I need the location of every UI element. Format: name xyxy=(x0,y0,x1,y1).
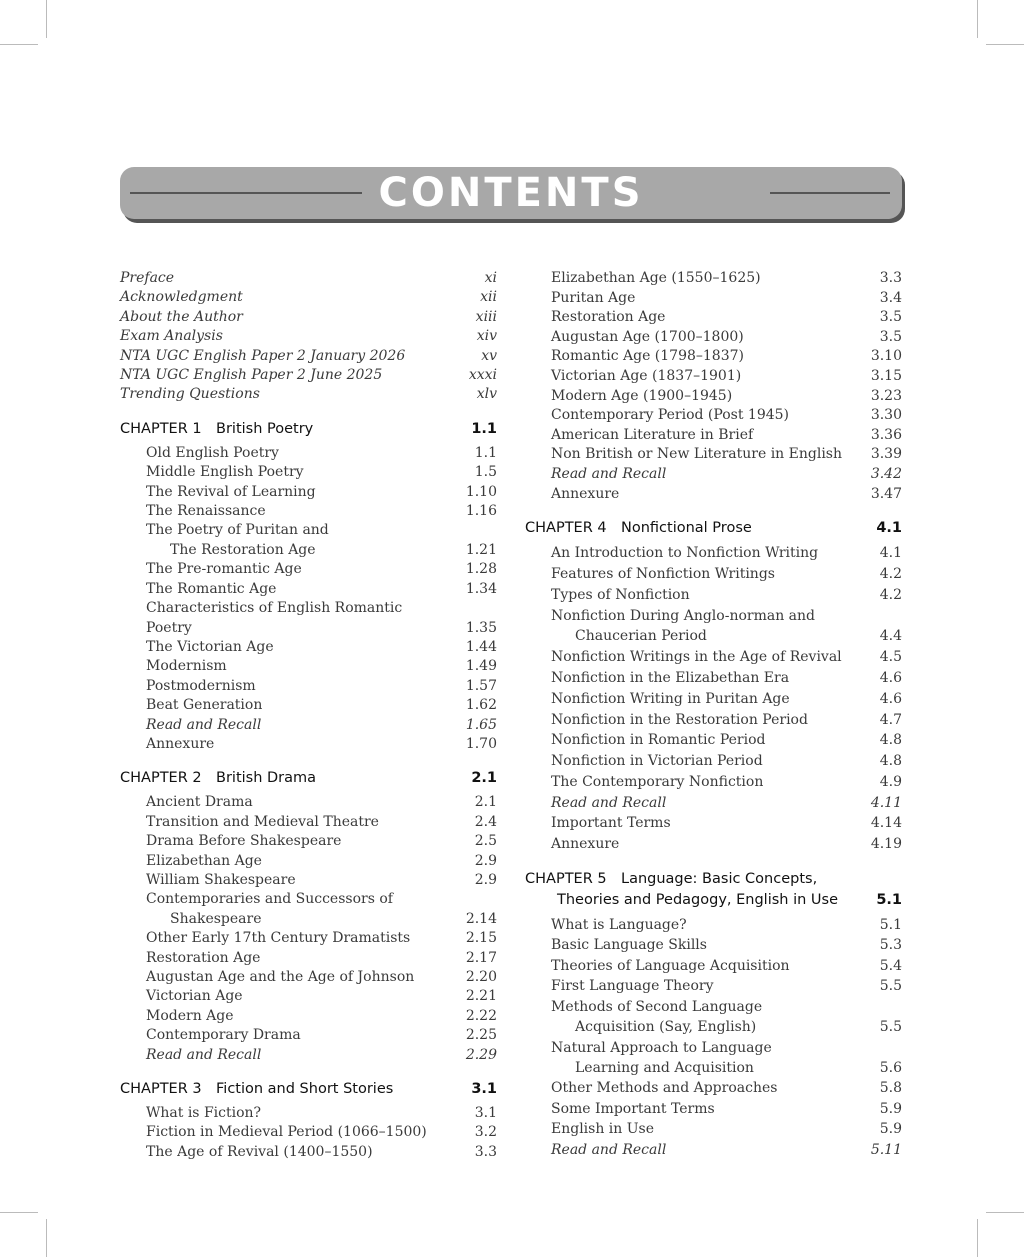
toc-entry[interactable]: Read and Recall 1.65 xyxy=(146,716,497,733)
toc-entry[interactable]: Read and Recall 5.11 xyxy=(551,1141,902,1158)
toc-entry[interactable]: Annexure 4.19 xyxy=(551,836,902,853)
crop-mark xyxy=(0,1212,38,1213)
toc-entry[interactable]: Other Early 17th Century Dramatists 2.15 xyxy=(146,930,497,947)
crop-mark xyxy=(46,1219,47,1257)
toc-entry[interactable]: Acknowledgment xii xyxy=(120,289,497,306)
toc-entry[interactable]: Some Important Terms 5.9 xyxy=(551,1100,902,1117)
toc-entry[interactable]: Nonfiction Writings in the Age of Revival 4.5 xyxy=(551,649,902,666)
toc-entry[interactable]: Contemporaries and Successors of Shakespeare 2.14 xyxy=(146,891,497,927)
chapter-heading[interactable]: CHAPTER 3 Fiction and Short Stories 3.1 xyxy=(120,1081,497,1098)
chapter-5-entries xyxy=(525,915,902,1160)
toc-entry[interactable]: William Shakespeare 2.9 xyxy=(146,871,497,888)
toc-entry[interactable]: Types of Nonfiction 4.2 xyxy=(551,586,902,603)
toc-entry[interactable]: American Literature in Brief 3.36 xyxy=(551,426,902,443)
toc-entry[interactable]: What is Fiction? 3.1 xyxy=(146,1105,497,1122)
toc-column-left xyxy=(120,269,497,1162)
toc-entry[interactable]: Modern Age (1900–1945) 3.23 xyxy=(551,387,902,404)
toc-entry[interactable]: Nonfiction in Victorian Period 4.8 xyxy=(551,753,902,770)
toc-entry[interactable]: Contemporary Period (Post 1945) 3.30 xyxy=(551,407,902,424)
toc-entry[interactable]: The Poetry of Puritan and The Restoration Age 1.21 xyxy=(146,522,497,558)
toc-entry[interactable]: Nonfiction in Romantic Period 4.8 xyxy=(551,732,902,749)
crop-mark xyxy=(986,44,1024,45)
page-title: CONTENTS xyxy=(120,167,902,219)
toc-entry[interactable]: The Victorian Age 1.44 xyxy=(146,638,497,655)
chapter-heading[interactable]: CHAPTER 1 British Poetry 1.1 xyxy=(120,420,497,437)
toc-entry[interactable]: Basic Language Skills 5.3 xyxy=(551,937,902,954)
toc-entry[interactable]: What is Language? 5.1 xyxy=(551,917,902,934)
toc-entry[interactable]: The Romantic Age 1.34 xyxy=(146,580,497,597)
toc-entry[interactable]: Natural Approach to Language Learning and Acquisition 5.6 xyxy=(551,1039,902,1076)
toc-entry[interactable]: Preface xi xyxy=(120,270,497,286)
crop-mark xyxy=(977,0,978,38)
front-matter-list xyxy=(120,269,497,405)
toc-entry[interactable]: Romantic Age (1798–1837) 3.10 xyxy=(551,348,902,365)
toc-entry[interactable]: Nonfiction During Anglo-norman and Chaucerian Period 4.4 xyxy=(551,607,902,645)
toc-entry[interactable]: The Revival of Learning 1.10 xyxy=(146,483,497,500)
toc-entry[interactable]: Transition and Medieval Theatre 2.4 xyxy=(146,813,497,830)
toc-entry[interactable]: Features of Nonfiction Writings 4.2 xyxy=(551,565,902,582)
toc-entry[interactable]: English in Use 5.9 xyxy=(551,1121,902,1138)
toc-entry[interactable]: First Language Theory 5.5 xyxy=(551,978,902,995)
toc-entry[interactable]: Nonfiction in the Elizabethan Era 4.6 xyxy=(551,669,902,686)
toc-entry[interactable]: Augustan Age and the Age of Johnson 2.20 xyxy=(146,969,497,985)
toc-entry[interactable]: Victorian Age 2.21 xyxy=(146,988,497,1005)
toc-entry[interactable]: Beat Generation 1.62 xyxy=(146,697,497,714)
toc-entry[interactable]: Characteristics of English Romantic Poetry 1.35 xyxy=(146,600,497,636)
toc-entry[interactable]: Ancient Drama 2.1 xyxy=(146,794,497,811)
toc-entry[interactable]: Victorian Age (1837–1901) 3.15 xyxy=(551,367,902,384)
toc-entry[interactable]: Drama Before Shakespeare 2.5 xyxy=(146,833,497,850)
toc-entry[interactable]: Contemporary Drama 2.25 xyxy=(146,1027,497,1044)
chapter-heading[interactable]: CHAPTER 2 British Drama 2.1 xyxy=(120,770,497,787)
chapter-heading[interactable]: CHAPTER 5 Language: Basic Concepts, Theories and Pedagogy, English in Use 5.1 xyxy=(525,871,902,909)
toc-entry[interactable]: Important Terms 4.14 xyxy=(551,815,902,832)
toc-entry[interactable]: Elizabethan Age (1550–1625) 3.3 xyxy=(551,270,902,286)
crop-mark xyxy=(0,44,38,45)
chapter-4-entries xyxy=(525,543,902,855)
contents-banner xyxy=(120,167,902,219)
toc-entry[interactable]: Modern Age 2.22 xyxy=(146,1007,497,1024)
toc-entry[interactable]: NTA UGC English Paper 2 January 2026 xv xyxy=(120,347,497,364)
toc-entry[interactable]: The Renaissance 1.16 xyxy=(146,503,497,520)
crop-mark xyxy=(46,0,47,38)
toc-entry[interactable]: Restoration Age 3.5 xyxy=(551,309,902,326)
toc-entry[interactable]: Old English Poetry 1.1 xyxy=(146,444,497,461)
toc-entry[interactable]: Read and Recall 3.42 xyxy=(551,465,902,482)
toc-entry[interactable]: Other Methods and Approaches 5.8 xyxy=(551,1080,902,1097)
toc-entry[interactable]: Non British or New Literature in English 3.39 xyxy=(551,446,902,463)
toc-column-right xyxy=(525,269,902,1160)
toc-entry[interactable]: Read and Recall 4.11 xyxy=(551,794,902,811)
toc-entry[interactable]: The Age of Revival (1400–1550) 3.3 xyxy=(146,1143,497,1160)
toc-entry[interactable]: NTA UGC English Paper 2 June 2025 xxxi xyxy=(120,367,497,384)
crop-mark xyxy=(986,1212,1024,1213)
toc-entry[interactable]: Nonfiction in the Restoration Period 4.7 xyxy=(551,711,902,728)
toc-entry[interactable]: Annexure 1.70 xyxy=(146,735,497,752)
toc-entry[interactable]: Augustan Age (1700–1800) 3.5 xyxy=(551,328,902,345)
toc-entry[interactable]: Restoration Age 2.17 xyxy=(146,949,497,966)
toc-entry[interactable]: Puritan Age 3.4 xyxy=(551,289,902,306)
toc-entry[interactable]: Postmodernism 1.57 xyxy=(146,677,497,694)
toc-entry[interactable]: About the Author xiii xyxy=(120,308,497,325)
crop-mark xyxy=(977,1219,978,1257)
toc-entry[interactable]: Fiction in Medieval Period (1066–1500) 3.2 xyxy=(146,1124,497,1141)
toc-entry[interactable]: The Contemporary Nonfiction 4.9 xyxy=(551,773,902,790)
toc-entry[interactable]: Methods of Second Language Acquisition (Say, English) 5.5 xyxy=(551,998,902,1036)
toc-entry[interactable]: Modernism 1.49 xyxy=(146,658,497,675)
toc-entry[interactable]: Elizabethan Age 2.9 xyxy=(146,852,497,869)
toc-entry[interactable]: Theories of Language Acquisition 5.4 xyxy=(551,957,902,974)
toc-entry[interactable]: The Pre-romantic Age 1.28 xyxy=(146,561,497,578)
toc-entry[interactable]: An Introduction to Nonfiction Writing 4.1 xyxy=(551,545,902,562)
toc-entry[interactable]: Trending Questions xlv xyxy=(120,386,497,403)
toc-entry[interactable]: Annexure 3.47 xyxy=(551,485,902,502)
toc-entry[interactable]: Read and Recall 2.29 xyxy=(146,1046,497,1063)
toc-entry[interactable]: Nonfiction Writing in Puritan Age 4.6 xyxy=(551,690,902,707)
chapter-heading[interactable]: CHAPTER 4 Nonfictional Prose 4.1 xyxy=(525,520,902,537)
toc-entry[interactable]: Exam Analysis xiv xyxy=(120,328,497,345)
toc-entry[interactable]: Middle English Poetry 1.5 xyxy=(146,464,497,481)
